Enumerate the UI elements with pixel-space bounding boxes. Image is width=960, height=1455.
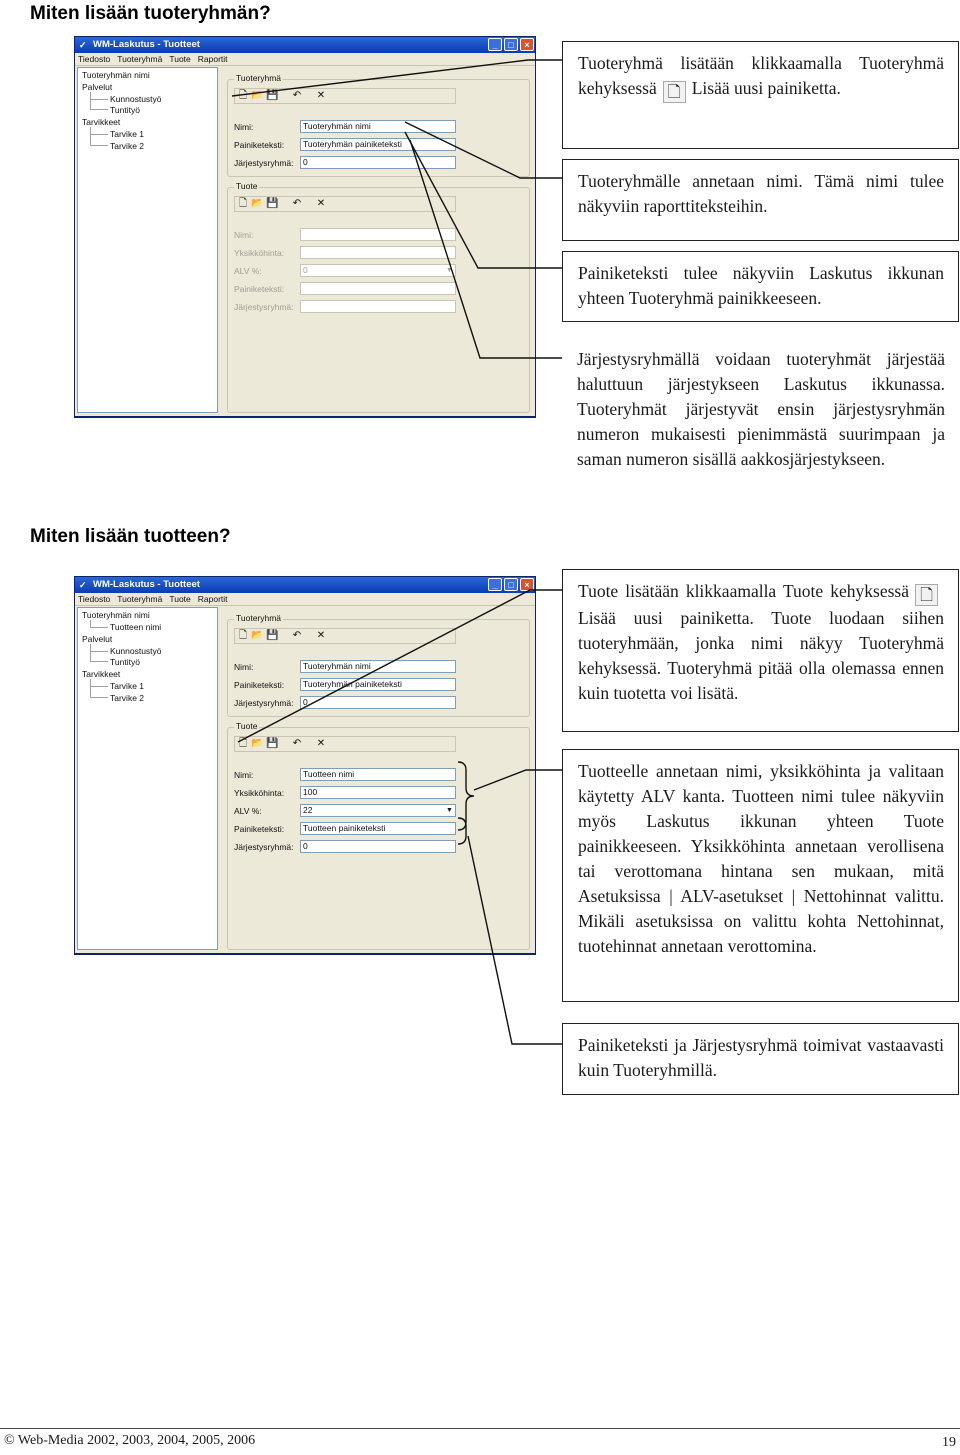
frame-title: Tuote: [236, 181, 258, 191]
tree-item[interactable]: Tuoteryhmän nimi: [82, 610, 150, 620]
menu-tiedosto[interactable]: Tiedosto: [78, 594, 111, 604]
callout-text: Painiketeksti tulee näkyviin Laskutus ikkunan yhteen Tuoteryhmä painikkeeseen.: [578, 263, 944, 308]
tree-item[interactable]: Tarvikkeet: [82, 669, 121, 679]
sort-group-label: Järjestysryhmä:: [234, 158, 294, 168]
frame-title: Tuoteryhmä: [236, 613, 282, 623]
save-icon[interactable]: 💾: [266, 738, 279, 749]
tree-item[interactable]: Tarvike 2: [110, 141, 145, 151]
menu-raportit[interactable]: Raportit: [197, 54, 228, 64]
tree-item[interactable]: Tuntityö: [110, 657, 140, 667]
minimize-button[interactable]: _: [488, 578, 502, 591]
connector-line: [474, 770, 562, 790]
delete-icon[interactable]: ✕: [316, 630, 326, 641]
name-label: Nimi:: [234, 230, 254, 240]
button-text-label: Painiketeksti:: [234, 140, 285, 150]
close-button[interactable]: ×: [520, 38, 534, 51]
frame-title: Tuote: [236, 721, 258, 731]
callout-text: Painiketeksti ja Järjestysryhmä toimivat vastaavasti kuin Tuoteryhmillä.: [578, 1035, 944, 1080]
group-name-input[interactable]: Tuoteryhmän nimi: [300, 120, 456, 133]
connector-line: [232, 60, 562, 96]
new-document-icon[interactable]: 🗋: [238, 90, 248, 101]
connector-line: [405, 122, 562, 178]
button-text-label: Painiketeksti:: [234, 824, 285, 834]
menu-tuote[interactable]: Tuote: [169, 54, 191, 64]
delete-icon[interactable]: ✕: [316, 198, 326, 209]
tree-item[interactable]: Kunnostustyö: [110, 94, 162, 104]
tree-item[interactable]: Tarvike 1: [110, 129, 145, 139]
app-icon: ✓: [79, 40, 87, 50]
open-folder-icon[interactable]: 📂: [251, 738, 264, 749]
name-label: Nimi:: [234, 770, 254, 780]
callout-text: Järjestysryhmällä voidaan tuoteryhmät järjestää haluttuun järjestykseen Laskutus ikkunassa. Tuoteryhmät järjestyvät ensin järjestysryhmän numeron mukaisesti pienimmästä suurimpaan ja saman numeron sisällä aakkosjärjestykseen.: [577, 349, 945, 469]
callout-text: Tuotteelle annetaan nimi, yksikköhinta ja valitaan käytetty ALV kanta. Tuotteen nimi tulee näkyviin myös Laskutus ikkunan yhteen Tuote painikkeeseen. Yksikköhinta annetaan verollisena tai verottomana hintana sen mukaan, mitä Asetuksissa | ALV-asetukset | Nettohinnat valittu. Mikäli asetuksissa on valittu kohta Nettohinnat, tuotehinnat annetaan verottomina.: [578, 761, 944, 956]
new-document-icon[interactable]: 🗋: [238, 630, 248, 641]
menu-tuote[interactable]: Tuote: [169, 594, 191, 604]
menu-tiedosto[interactable]: Tiedosto: [78, 54, 111, 64]
bracket: [458, 818, 466, 844]
undo-icon[interactable]: ↶: [292, 198, 302, 209]
vat-label: ALV %:: [234, 806, 262, 816]
save-icon[interactable]: 💾: [266, 90, 279, 101]
menu-tuoteryhma[interactable]: Tuoteryhmä: [117, 594, 163, 604]
undo-icon[interactable]: ↶: [292, 630, 302, 641]
new-document-icon: 🗋: [663, 81, 686, 103]
group-button-text-input[interactable]: Tuoteryhmän painiketeksti: [300, 678, 456, 691]
connector-line: [468, 836, 562, 1044]
delete-icon[interactable]: ✕: [316, 90, 326, 101]
open-folder-icon[interactable]: 📂: [251, 630, 264, 641]
footer-copyright: © Web-Media 2002, 2003, 2004, 2005, 2006: [4, 1433, 256, 1448]
new-document-icon[interactable]: 🗋: [238, 738, 248, 749]
bracket: [458, 762, 474, 830]
button-text-label: Painiketeksti:: [234, 680, 285, 690]
callout-text: Lisää uusi painiketta. Tuote luodaan siihen tuoteryhmään, jonka nimi näkyy Tuoteryhmä kehyksessä. Tuoteryhmä pitää olla olemassa ennen kuin tuotetta voi lisätä.: [578, 608, 944, 703]
callout-text: Tuoteryhmälle annetaan nimi. Tämä nimi tulee näkyviin raporttiteksteihin.: [578, 171, 944, 216]
window-title: WM-Laskutus - Tuotteet: [93, 39, 200, 50]
chevron-down-icon[interactable]: ▼: [446, 807, 453, 814]
tree-item[interactable]: Palvelut: [82, 634, 113, 644]
tree-item[interactable]: Tuotteen nimi: [110, 622, 162, 632]
group-sort-input[interactable]: 0: [300, 696, 456, 709]
close-button[interactable]: ×: [520, 578, 534, 591]
vat-label: ALV %:: [234, 266, 262, 276]
new-document-icon[interactable]: 🗋: [238, 198, 248, 209]
menu-raportit[interactable]: Raportit: [197, 594, 228, 604]
undo-icon[interactable]: ↶: [292, 90, 302, 101]
window-title: WM-Laskutus - Tuotteet: [93, 579, 200, 590]
unit-price-label: Yksikköhinta:: [234, 788, 285, 798]
vat-value: 0: [303, 265, 308, 275]
open-folder-icon[interactable]: 📂: [251, 198, 264, 209]
name-label: Nimi:: [234, 122, 254, 132]
group-sort-input[interactable]: 0: [300, 156, 456, 169]
product-name-input[interactable]: Tuotteen nimi: [300, 768, 456, 781]
unit-price-input[interactable]: 100: [300, 786, 456, 799]
tree-item[interactable]: Tuoteryhmän nimi: [82, 70, 150, 80]
group-button-text-input[interactable]: Tuoteryhmän painiketeksti: [300, 138, 456, 151]
heading-add-product-group: Miten lisään tuoteryhmän?: [30, 3, 271, 24]
callout-text: Tuote lisätään klikkaamalla Tuote kehyksessä: [578, 581, 909, 601]
delete-icon[interactable]: ✕: [316, 738, 326, 749]
callout-text: Lisää uusi painiketta.: [691, 78, 841, 98]
tree-item[interactable]: Tarvike 2: [110, 693, 145, 703]
save-icon[interactable]: 💾: [266, 198, 279, 209]
sort-group-label: Järjestysryhmä:: [234, 302, 294, 312]
new-document-icon: 🗋: [915, 584, 938, 606]
sort-group-label: Järjestysryhmä:: [234, 698, 294, 708]
maximize-button[interactable]: □: [504, 578, 518, 591]
button-text-label: Painiketeksti:: [234, 284, 285, 294]
connector-line: [410, 140, 562, 358]
tree-item[interactable]: Tarvikkeet: [82, 117, 121, 127]
open-folder-icon[interactable]: 📂: [251, 90, 264, 101]
save-icon[interactable]: 💾: [266, 630, 279, 641]
menu-tuoteryhma[interactable]: Tuoteryhmä: [117, 54, 163, 64]
tree-item[interactable]: Kunnostustyö: [110, 646, 162, 656]
tree-item[interactable]: Palvelut: [82, 82, 113, 92]
tree-item[interactable]: Tuntityö: [110, 105, 140, 115]
connector-line: [238, 590, 562, 742]
page-number: 19: [942, 1435, 956, 1450]
heading-add-product: Miten lisään tuotteen?: [30, 526, 231, 547]
unit-price-label: Yksikköhinta:: [234, 248, 285, 258]
group-name-input[interactable]: Tuoteryhmän nimi: [300, 660, 456, 673]
sort-group-label: Järjestysryhmä:: [234, 842, 294, 852]
vat-value: 22: [303, 805, 313, 815]
minimize-button[interactable]: _: [488, 38, 502, 51]
callout-text: Tuoteryhmä lisätään klikkaamalla Tuoteryhmä kehyksessä: [578, 53, 944, 98]
maximize-button[interactable]: □: [504, 38, 518, 51]
tree-item[interactable]: Tarvike 1: [110, 681, 145, 691]
chevron-down-icon[interactable]: ▼: [446, 267, 453, 274]
undo-icon[interactable]: ↶: [292, 738, 302, 749]
product-sort-input[interactable]: 0: [300, 840, 456, 853]
frame-title: Tuoteryhmä: [236, 73, 282, 83]
name-label: Nimi:: [234, 662, 254, 672]
product-button-text-input[interactable]: Tuotteen painiketeksti: [300, 822, 456, 835]
footer-divider: [0, 1428, 960, 1429]
app-icon: ✓: [79, 580, 87, 590]
